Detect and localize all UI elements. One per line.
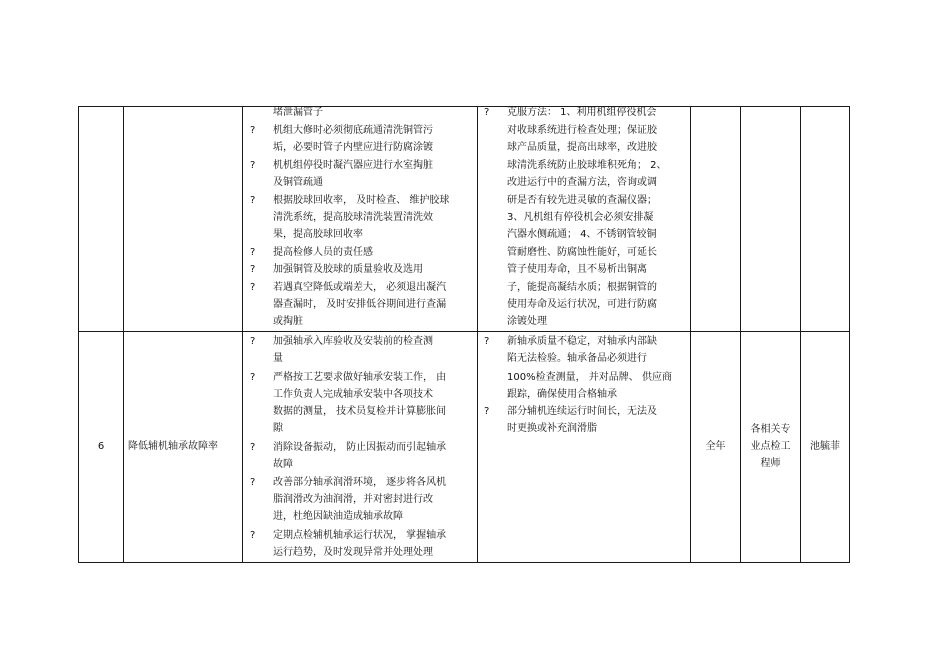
method-line: 陷无法检验。轴承备品必须进行 [507, 353, 647, 364]
bullet-marker: ? [250, 442, 256, 453]
measure-line: 改善部分轴承润滑环境， 逐步将各风机 [273, 477, 447, 488]
bullet-marker: ? [250, 160, 256, 171]
responsible-line: 各相关专 [750, 424, 791, 435]
bullet-marker: ? [250, 195, 256, 206]
method-line: 涂镀处理 [507, 316, 547, 327]
method-line: 管子使用寿命，且不易析出铜离 [507, 264, 647, 275]
method-line: 时更换或补充润滑脂 [507, 423, 597, 434]
responsible-line: 程师 [760, 458, 781, 469]
measure-line: 消除设备振动， 防止因振动而引起轴承 [273, 442, 447, 453]
method-line: 研是否有较先进灵敏的查漏仪器； [507, 195, 657, 206]
project-name: 降低辅机轴承故障率 [128, 441, 218, 452]
measure-line: 故障 [273, 459, 293, 470]
measure-line: 或掏脏 [273, 316, 303, 327]
period-cell: 全年 [705, 441, 726, 452]
measure-line: 加强铜管及胶球的质量验收及选用 [273, 264, 423, 275]
col-border-0 [78, 106, 79, 563]
measure-line: 机机组停役时凝汽器应进行水室掏脏 [273, 160, 433, 171]
method-line: 改进运行中的查漏方法，咨询或调 [507, 177, 657, 188]
bullet-marker: ? [484, 406, 490, 417]
col-border-3 [477, 106, 478, 563]
col-border-2 [242, 106, 243, 563]
measure-line: 脂润滑改为油润滑，并对密封进行改 [273, 494, 433, 505]
method-line: 跟踪，确保使用合格轴承 [507, 389, 617, 400]
responsible-cell [741, 421, 800, 472]
responsible-line: 业点检工 [750, 441, 791, 452]
measure-line: 工作负责人完成轴承安装中各项技术 [273, 389, 433, 400]
table-bottom-border [78, 562, 849, 563]
col-border-4 [690, 106, 691, 563]
measure-line: 机组大修时必须彻底疏通清洗铜管污 [273, 125, 433, 136]
method-line: 子，能提高凝结水质；根据铜管的 [507, 282, 657, 293]
bullet-marker: ? [250, 264, 256, 275]
measure-line: 进，杜绝因缺油造成轴承故障 [273, 511, 403, 522]
method-line: 使用寿命及运行状况，可进行防腐 [507, 299, 657, 310]
measure-line: 根据胶球回收率， 及时检查、 维护胶球 [273, 195, 450, 206]
measure-line: 若遇真空降低或端差大， 必须退出凝汽 [273, 282, 447, 293]
measure-line: 严格按工艺要求做好轴承安装工作， 由 [273, 372, 447, 383]
bullet-marker: ? [250, 125, 256, 136]
row-number: 6 [97, 441, 105, 452]
measure-line: 定期点检辅机轴承运行状况， 掌握轴承 [273, 530, 447, 541]
measure-line: 量 [273, 353, 283, 364]
bullet-marker: ? [250, 372, 256, 383]
method-line: 3、凡机组有停役机会必须安排凝 [507, 212, 654, 223]
measure-line: 隙 [273, 423, 283, 434]
measure-line: 数据的测量， 技术员复检并计算膨胀间 [273, 406, 447, 417]
row-divider [78, 331, 849, 332]
method-line: 克服方法： 1、利用机组停役机会 [507, 107, 657, 118]
method-line: 100%检查测量， 并对品牌、 供应商 [507, 372, 672, 383]
bullet-marker: ? [250, 247, 256, 258]
bullet-marker: ? [250, 282, 256, 293]
method-line: 对收球系统进行检查处理；保证胶 [507, 125, 657, 136]
method-line: 新轴承质量不稳定，对轴承内部缺 [507, 336, 657, 347]
measure-line: 运行趋势，及时发现异常并处理处理 [273, 547, 433, 558]
method-line: 部分辅机连续运行时间长，无法及 [507, 406, 657, 417]
bullet-marker: ? [250, 477, 256, 488]
col-border-7 [849, 106, 850, 563]
measure-line: 及铜管疏通 [273, 177, 323, 188]
method-line: 管耐磨性、防腐蚀性能好，可延长 [507, 247, 657, 258]
col-border-5 [740, 106, 741, 563]
measure-continued-line: 堵泄漏管子 [273, 107, 323, 118]
method-line: 球产品质量，提高出球率，改进胶 [507, 142, 657, 153]
measure-line: 器查漏时， 及时安排低谷期间进行查漏 [273, 299, 447, 310]
col-border-1 [123, 106, 124, 563]
bullet-marker: ? [484, 336, 490, 347]
measure-line: 提高检修人员的责任感 [273, 247, 373, 258]
bullet-marker: ? [250, 530, 256, 541]
measure-line: 加强轴承入库验收及安装前的检查测 [273, 336, 433, 347]
col-border-6 [800, 106, 801, 563]
measure-line: 果，提高胶球回收率 [273, 229, 363, 240]
bullet-marker: ? [250, 336, 256, 347]
measure-line: 清洗系统，提高胶球清洗装置清洗效 [273, 212, 433, 223]
method-line: 球清洗系统防止胶球堆积死角； 2、 [507, 160, 667, 171]
person-cell: 池毓菲 [810, 441, 840, 452]
method-line: 汽器水侧疏通； 4、不锈钢管较铜 [507, 229, 657, 240]
table-top-border [78, 106, 849, 107]
bullet-marker: ? [484, 107, 490, 118]
measure-line: 垢，必要时管子内壁应进行防腐涂镀 [273, 142, 433, 153]
